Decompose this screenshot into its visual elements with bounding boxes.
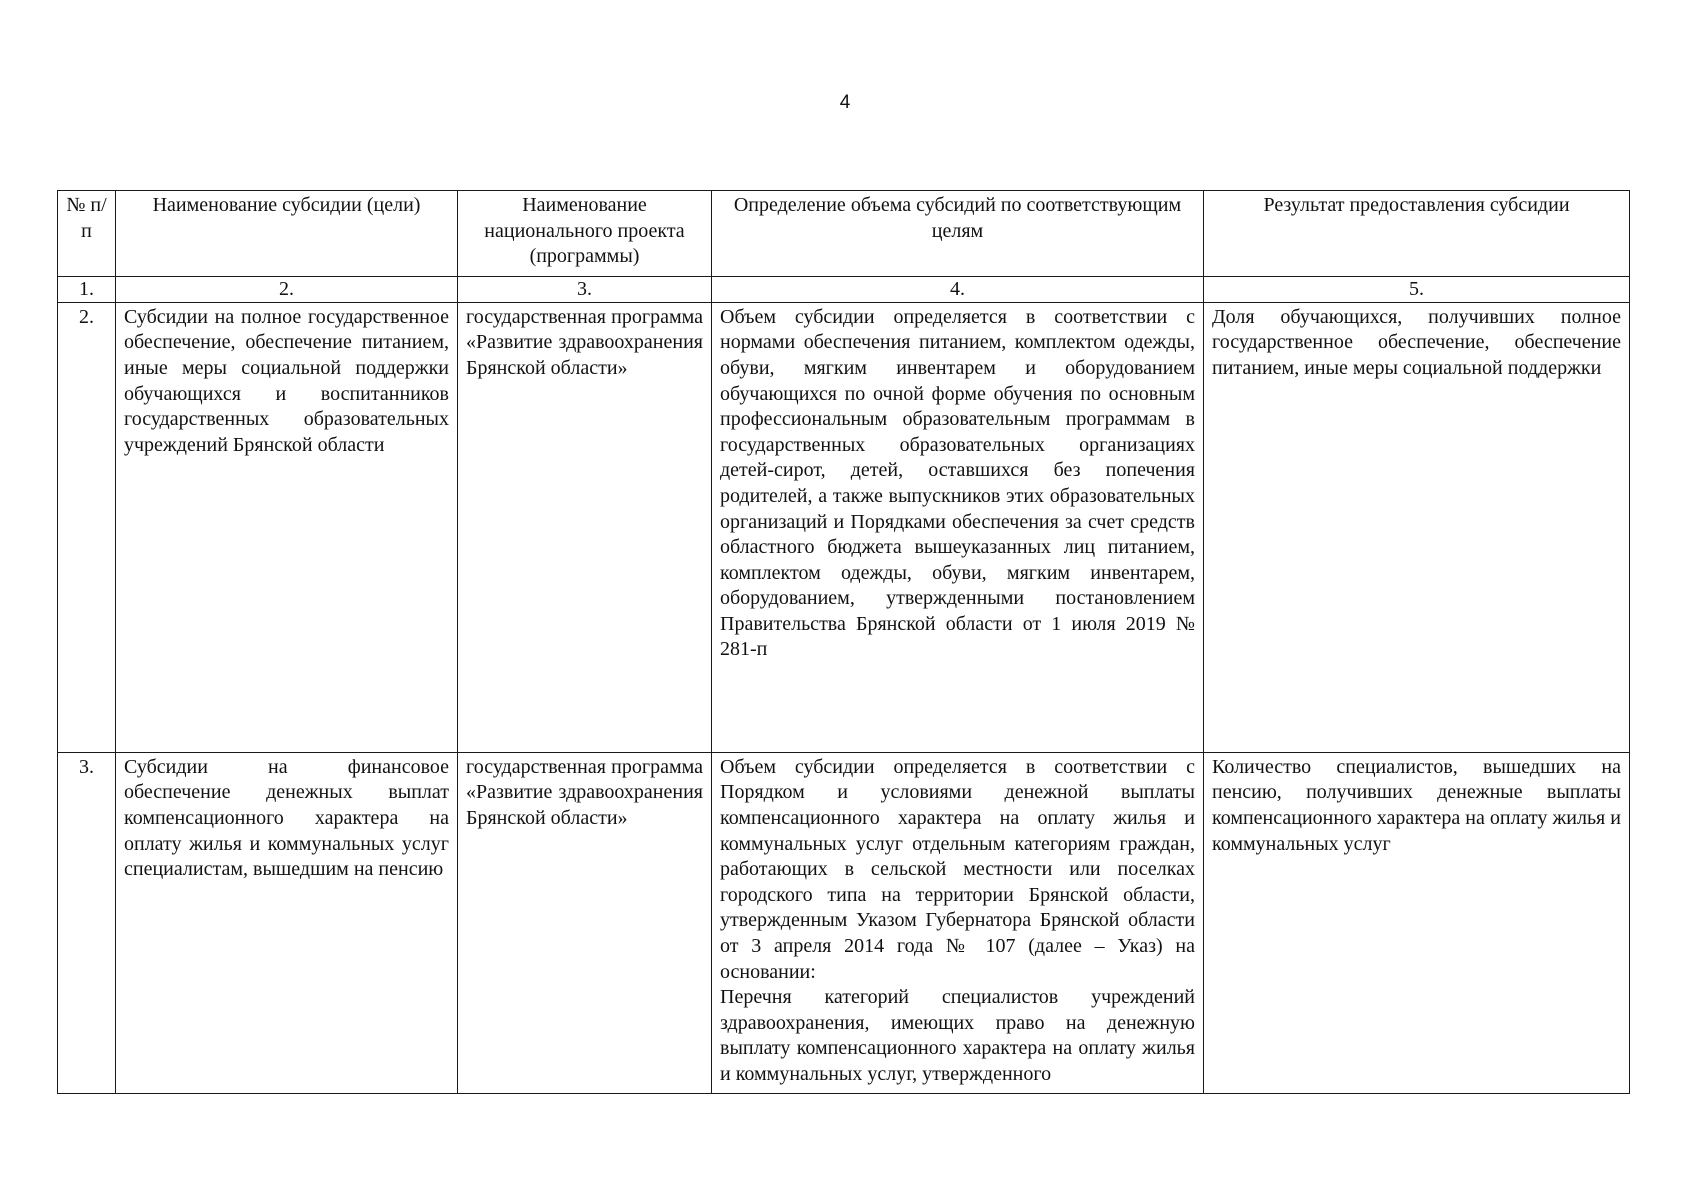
header-number: № п/п <box>58 191 116 277</box>
determination-paragraph: Перечня категорий специалистов учреждений здравоохранения, имеющих право на денежную выплату компенсационного характера на оплату жилья и коммунальных услуг, утвержденного <box>720 986 1195 1085</box>
determination-paragraph: Объем субсидии определяется в соответствии с Порядком и условиями денежной выплаты компенсационного характера на оплату жилья и коммунальных услуг отдельным категориям граждан, работающих в сельской местности или поселках городского типа на территории Брянской области, утвержденным Указом Губернатора Брянской области от 3 апреля 2014 года № 107 (далее – Указ) на основании: <box>720 755 1195 983</box>
determination-cell: Объем субсидии определяется в соответствии с нормами обеспечения питанием, комплектом одежды, обуви, мягким инвентарем и оборудованием обучающихся по очной форме обучения по основным профессиональным образовательным программам в государственных образовательных организациях детей-сирот, детей, оставшихся без попечения родителей, а также выпускников этих образовательных организаций и Порядками обеспечения за счет средств областного бюджета вышеуказанных лиц питанием, комплектом одежды, обуви, мягким инвентарем, оборудованием, утвержденными постановлением Правительства Брянской области от 1 июля 2019 № 281-п <box>712 302 1204 752</box>
subsidy-name-cell: Субсидии на финансовое обеспечение денежных выплат компенсационного характера на оплату жилья и коммунальных услуг специалистам, вышедшим на пенсию <box>116 752 458 1093</box>
program-cell: государственная программа «Развитие здравоохранения Брянской области» <box>458 752 712 1093</box>
result-cell: Доля обучающихся, получивших полное государственное обеспечение, обеспечение питанием, иные меры социальной поддержки <box>1204 302 1630 752</box>
header-subsidy-name: Наименование субсидии (цели) <box>116 191 458 277</box>
header-determination: Определение объема субсидий по соответствующим целям <box>712 191 1204 277</box>
header-project-name: Наименование национального проекта (программы) <box>458 191 712 277</box>
result-cell: Количество специалистов, вышедших на пенсию, получивших денежные выплаты компенсационного характера на оплату жилья и коммунальных услуг <box>1204 752 1630 1093</box>
determination-cell <box>712 752 1204 1093</box>
page-number: 4 <box>839 92 851 113</box>
table-row <box>58 302 1630 752</box>
column-number-row <box>58 277 1630 302</box>
subsidy-table <box>57 190 1630 1094</box>
subsidy-name-cell: Субсидии на полное государственное обеспечение, обеспечение питанием, иные меры социальной поддержки обучающихся и воспитанников государственных образовательных учреждений Брянской области <box>116 302 458 752</box>
row-number: 2. <box>58 302 116 752</box>
program-cell: государственная программа «Развитие здравоохранения Брянской области» <box>458 302 712 752</box>
column-number: 3. <box>458 277 712 302</box>
row-number: 3. <box>58 752 116 1093</box>
table-header-row <box>58 191 1630 277</box>
column-number: 2. <box>116 277 458 302</box>
table-row <box>58 752 1630 1093</box>
column-number: 4. <box>712 277 1204 302</box>
header-result: Результат предоставления субсидии <box>1204 191 1630 277</box>
column-number: 1. <box>58 277 116 302</box>
column-number: 5. <box>1204 277 1630 302</box>
